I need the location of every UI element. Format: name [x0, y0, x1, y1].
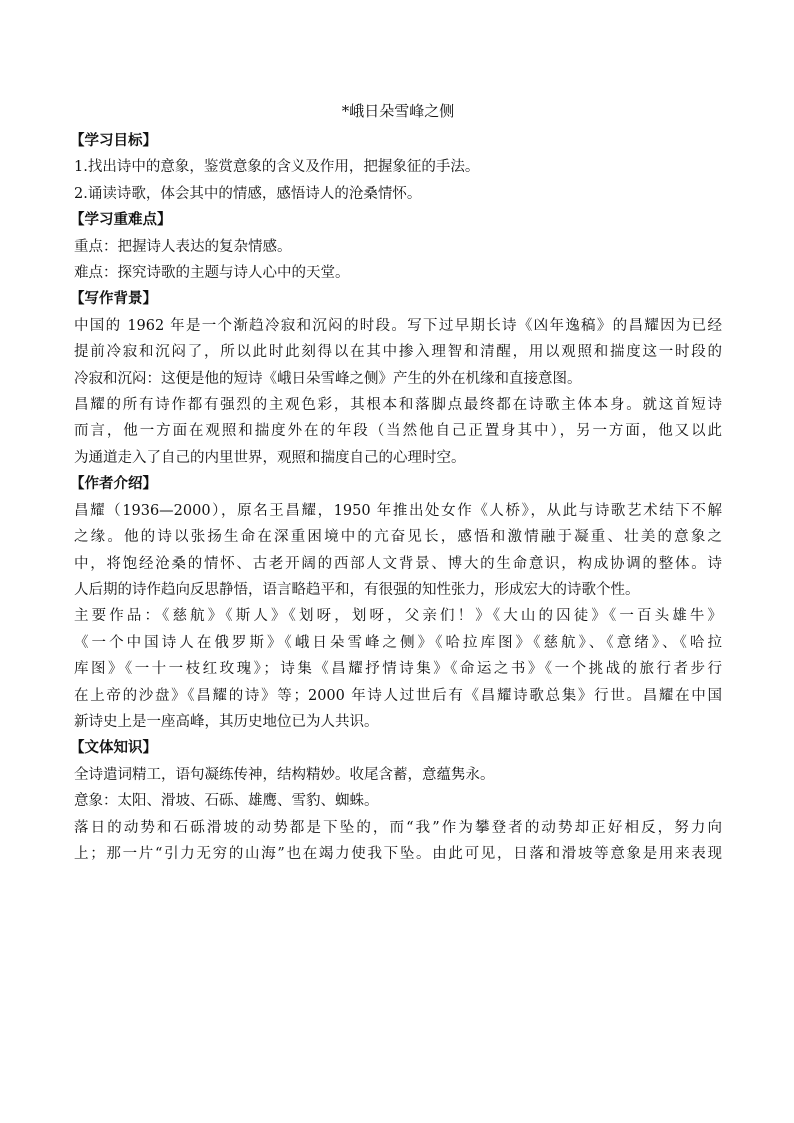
background-line: 昌耀的所有诗作都有强烈的主观色彩，其根本和落脚点最终都在诗歌主体本身。就这首短诗	[74, 397, 722, 414]
section-heading-author: 【作者介绍】	[70, 476, 157, 493]
style-item: 意象：太阳、滑坡、石砾、雄鹰、雪豹、蜘蛛。	[74, 793, 379, 810]
works-line: 新诗史上是一座高峰，其历史地位已为人共识。	[74, 713, 379, 730]
key-point-item: 难点：探究诗歌的主题与诗人心中的天堂。	[74, 265, 350, 282]
style-line: 落日的动势和石砾滑坡的动势都是下坠的，而“我”作为攀登者的动势却正好相反，努力向	[74, 819, 722, 836]
background-line: 而言，他一方面在观照和揣度外在的年段（当然他自己正置身其中），另一方面，他又以此	[74, 423, 722, 440]
goal-item: 2.诵读诗歌，体会其中的情感，感悟诗人的沧桑情怀。	[74, 185, 422, 202]
author-line: 之缘。他的诗以张扬生命在深重困境中的亢奋见长，感悟和激情融于凝重、壮美的意象之	[74, 529, 722, 546]
background-line: 中国的 1962 年是一个渐趋冷寂和沉闷的时段。写下过早期长诗《凶年逸稿》的昌耀因为已经	[74, 317, 722, 334]
author-line: 人后期的诗作趋向反思静悟，语言略趋平和，有很强的知性张力，形成宏大的诗歌个性。	[74, 581, 640, 598]
background-line: 冷寂和沉闷：这便是他的短诗《峨日朵雪峰之侧》产生的外在机缘和直接意图。	[74, 370, 582, 387]
background-line: 提前冷寂和沉闷了，所以此时此刻得以在其中掺入理智和清醒，用以观照和揣度这一时段的	[74, 344, 722, 361]
style-item: 全诗遣词精工，语句凝练传神，结构精妙。收尾含蓄，意蕴隽永。	[74, 766, 495, 783]
author-line: 昌耀（1936—2000），原名王昌耀，1950 年推出处女作《人桥》，从此与诗歌艺术结下不解	[74, 502, 722, 519]
works-line: 主要作品：《慈航》《斯人》《划呀，划呀，父亲们！》《大山的囚徒》《一百头雄牛》	[74, 608, 722, 625]
background-line: 为通道走入了自己的内里世界，观照和揣度自己的心理时空。	[74, 449, 466, 466]
works-line: 库图》《一十一枝红玫瑰》；诗集《昌耀抒情诗集》《命运之书》《一个挑战的旅行者步行	[74, 661, 722, 678]
works-line: 在上帝的沙盘》《昌耀的诗》等；2000 年诗人过世后有《昌耀诗歌总集》行世。昌耀在中国	[74, 687, 722, 704]
page-title: *峨日朵雪峰之侧	[341, 102, 455, 120]
works-line: 《一个中国诗人在俄罗斯》《峨日朵雪峰之侧》《哈拉库图》《慈航》、《意绪》、《哈拉	[74, 634, 722, 651]
key-point-item: 重点：把握诗人表达的复杂情感。	[74, 238, 292, 255]
section-heading-goals: 【学习目标】	[70, 133, 157, 149]
section-heading-background: 【写作背景】	[70, 291, 157, 308]
document-content	[70, 100, 722, 867]
section-heading-style: 【文体知识】	[70, 740, 157, 757]
author-line: 中，将饱经沧桑的情怀、古老开阔的西部人文背景、博大的生命意识，构成协调的整体。诗	[74, 555, 722, 572]
section-heading-key-points: 【学习重难点】	[70, 212, 172, 229]
style-line: 上；那一片“引力无穷的山海”也在竭力使我下坠。由此可见，日落和滑坡等意象是用来表现	[74, 845, 722, 862]
goal-item: 1.找出诗中的意象，鉴赏意象的含义及作用，把握象征的手法。	[74, 159, 480, 176]
